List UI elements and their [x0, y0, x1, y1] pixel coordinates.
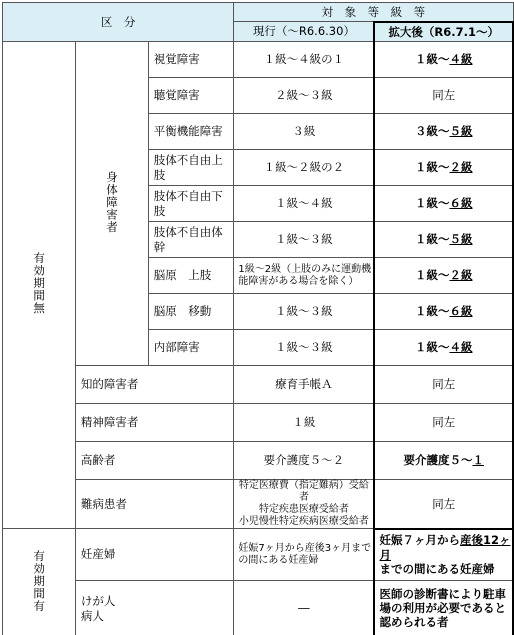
row-exp-nougen-idou: １級～６級	[374, 294, 513, 330]
kega-label-2: 病人	[81, 609, 233, 623]
row-label-taikan: 肢体不自由体幹	[148, 222, 234, 258]
row-exp-choukaku: 同左	[374, 78, 513, 114]
row-current-koureisha: 要介護度５～２	[234, 442, 375, 480]
row-label-nougen-idou: 脳原 移動	[148, 294, 234, 330]
row-current-taikan: １級～３級	[234, 222, 375, 258]
row-exp-heikou: ３級～５級	[374, 114, 513, 150]
nanbyou-line-1: 特定医療費（指定難病）受給者	[234, 480, 373, 504]
nanbyou-line-2: 特定疾患医療受給者	[234, 504, 373, 516]
row-label-shikaku: 視覚障害	[148, 42, 234, 78]
row-exp-nanbyou: 同左	[374, 480, 513, 529]
group-shintai: 身体障害者	[75, 42, 148, 366]
row-label-kashi: 肢体不自由下肢	[148, 186, 234, 222]
header-kubun: 区 分	[3, 3, 234, 42]
row-exp-seishin: 同左	[374, 404, 513, 442]
row-current-shikaku: １級～４級の１	[234, 42, 375, 78]
row-current-ninsanpu: 妊娠7ヶ月から産後3ヶ月までの間にある妊産婦	[234, 529, 375, 581]
eligibility-table-container	[2, 2, 514, 635]
row-current-naibu: １級～３級	[234, 330, 375, 366]
row-current-nougen-joushi: 1級～2級（上肢のみに運動機能障害がある場合を除く）	[234, 258, 375, 294]
row-current-joushi: １級～２級の２	[234, 150, 375, 186]
row-current-nanbyou	[234, 480, 375, 529]
header-taisho: 対 象 等 級 等	[234, 3, 513, 22]
row-current-seishin: １級	[234, 404, 375, 442]
row-label-koureisha: 高齢者	[75, 442, 233, 480]
row-exp-shikaku: １級～４級	[374, 42, 513, 78]
row-exp-ninsanpu: 妊娠７ヶ月から産後12ヶ月 までの間にある妊産婦	[374, 529, 513, 581]
row-current-kashi: １級～４級	[234, 186, 375, 222]
row-exp-kega: 医師の診断書により駐車場の利用が必要であると認められる者	[374, 581, 513, 635]
row-exp-koureisha: 要介護度５～１	[374, 442, 513, 480]
group-yuko-nashi: 有効期間無	[3, 42, 76, 529]
nanbyou-line-3: 小児慢性特定疾病医療受給者	[234, 516, 373, 528]
row-current-nougen-idou: １級～３級	[234, 294, 375, 330]
eligibility-table	[2, 2, 514, 635]
row-current-chiteki: 療育手帳Ａ	[234, 366, 375, 404]
row-label-chiteki: 知的障害者	[75, 366, 233, 404]
row-exp-nougen-joushi: １級～２級	[374, 258, 513, 294]
row-label-choukaku: 聴覚障害	[148, 78, 234, 114]
row-current-heikou: ３級	[234, 114, 375, 150]
kega-label-1: けが人	[81, 594, 233, 608]
row-label-naibu: 内部障害	[148, 330, 234, 366]
header-current: 現行（～R6.6.30）	[234, 22, 375, 42]
header-expanded: 拡大後（R6.7.1～）	[374, 22, 513, 42]
row-exp-naibu: １級～４級	[374, 330, 513, 366]
row-label-kega	[75, 581, 233, 635]
row-exp-kashi: １級～６級	[374, 186, 513, 222]
row-exp-taikan: １級～５級	[374, 222, 513, 258]
group-yuko-ari: 有効期間有	[3, 529, 76, 635]
row-label-joushi: 肢体不自由上肢	[148, 150, 234, 186]
row-label-nougen-joushi: 脳原 上肢	[148, 258, 234, 294]
row-current-kega: ―	[234, 581, 375, 635]
row-label-ninsanpu: 妊産婦	[75, 529, 233, 581]
row-exp-joushi: １級～２級	[374, 150, 513, 186]
row-label-seishin: 精神障害者	[75, 404, 233, 442]
row-label-nanbyou: 難病患者	[75, 480, 233, 529]
row-exp-chiteki: 同左	[374, 366, 513, 404]
row-label-heikou: 平衡機能障害	[148, 114, 234, 150]
row-current-choukaku: ２級～３級	[234, 78, 375, 114]
